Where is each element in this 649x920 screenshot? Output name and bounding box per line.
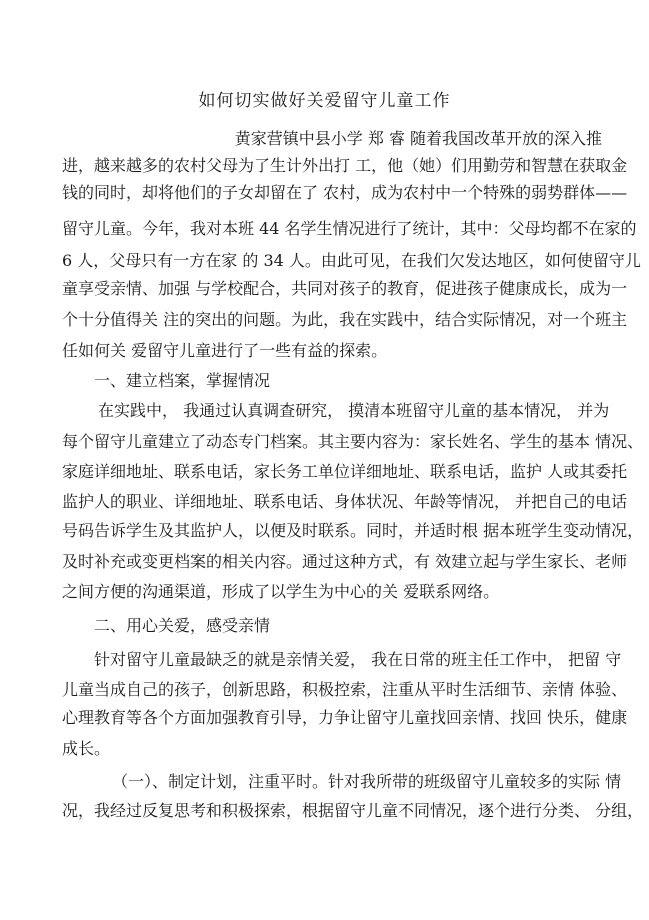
paragraph-line: 监护人的职业、详细地址、联系电话、身体状况、年龄等情况， 并把自己的电话 bbox=[62, 492, 628, 511]
document-title: 如何切实做好关爱留守儿童工作 bbox=[198, 91, 451, 111]
paragraph-line: 家庭详细地址、联系电话，家长务工单位详细地址、联系电话，监护 人或其委托 bbox=[62, 462, 628, 481]
paragraph-line: 在实践中， 我通过认真调查研究， 摸清本班留守儿童的基本情况， 并为 bbox=[98, 401, 610, 420]
author-line: 黄家营镇中县小学 郑 睿 随着我国改革开放的深入推 bbox=[234, 129, 602, 148]
paragraph-line: 进，越来越多的农村父母为了生计外出打 工，他（她）们用勤劳和智慧在获取金 bbox=[62, 156, 628, 175]
paragraph-line: 成长。 bbox=[62, 739, 111, 758]
paragraph-line: 况，我经过反复思考和积极探索，根据留守儿童不同情况，逐个进行分类、 分组， bbox=[62, 801, 644, 820]
paragraph-line: 留守儿童。今年，我对本班 44 名学生情况进行了统计，其中：父母均都不在家的 bbox=[62, 219, 637, 238]
paragraph-line: 之间方便的沟通渠道，形成了以学生为中心的关 爱联系网络。 bbox=[62, 582, 500, 601]
section-heading-1: 一、建立档案，掌握情况 bbox=[94, 371, 271, 390]
paragraph-line: 及时补充或变更档案的相关内容。通过这种方式，有 效建立起与学生家长、老师 bbox=[62, 552, 628, 571]
paragraph-line: 儿童当成自己的孩子，创新思路，积极控索，注重从平时生活细节、亲情 体验、 bbox=[62, 680, 628, 699]
paragraph-line: 针对留守儿童最缺乏的就是亲情关爱， 我在日常的班主任工作中， 把留 守 bbox=[94, 650, 622, 669]
paragraph-line: 每个留守儿童建立了动态专门档案。其主要内容为：家长姓名、学生的基本 情况、 bbox=[62, 432, 644, 451]
paragraph-line: （一）、制定计划，注重平时。针对我所带的班级留守儿童较多的实际 情 bbox=[112, 772, 622, 791]
paragraph-line: 心理教育等各个方面加强教育引导，力争让留守儿童找回亲情、找回 快乐，健康 bbox=[62, 708, 628, 727]
paragraph-line: 任如何关 爱留守儿童进行了一些有益的探索。 bbox=[62, 341, 388, 360]
paragraph-line: 号码告诉学生及其监护人，以便及时联系。同时，并适时根 据本班学生变动情况， bbox=[62, 521, 644, 540]
paragraph-line: 童享受亲情、加强 与学校配合，共同对孩子的教育，促进孩子健康成长，成为一 bbox=[62, 279, 628, 298]
paragraph-line: 钱的同时，却将他们的子女却留在了 农村，成为农村中一个特殊的弱势群体—— bbox=[62, 183, 628, 202]
paragraph-line: 6 人，父母只有一方在家 的 34 人。由此可见，在我们欠发达地区，如何使留守儿 bbox=[62, 251, 641, 270]
section-heading-2: 二、用心关爱，感受亲情 bbox=[94, 616, 271, 635]
paragraph-line: 个十分值得关 注的突出的问题。为此，我在实践中，结合实际情况，对一个班主 bbox=[62, 310, 628, 329]
